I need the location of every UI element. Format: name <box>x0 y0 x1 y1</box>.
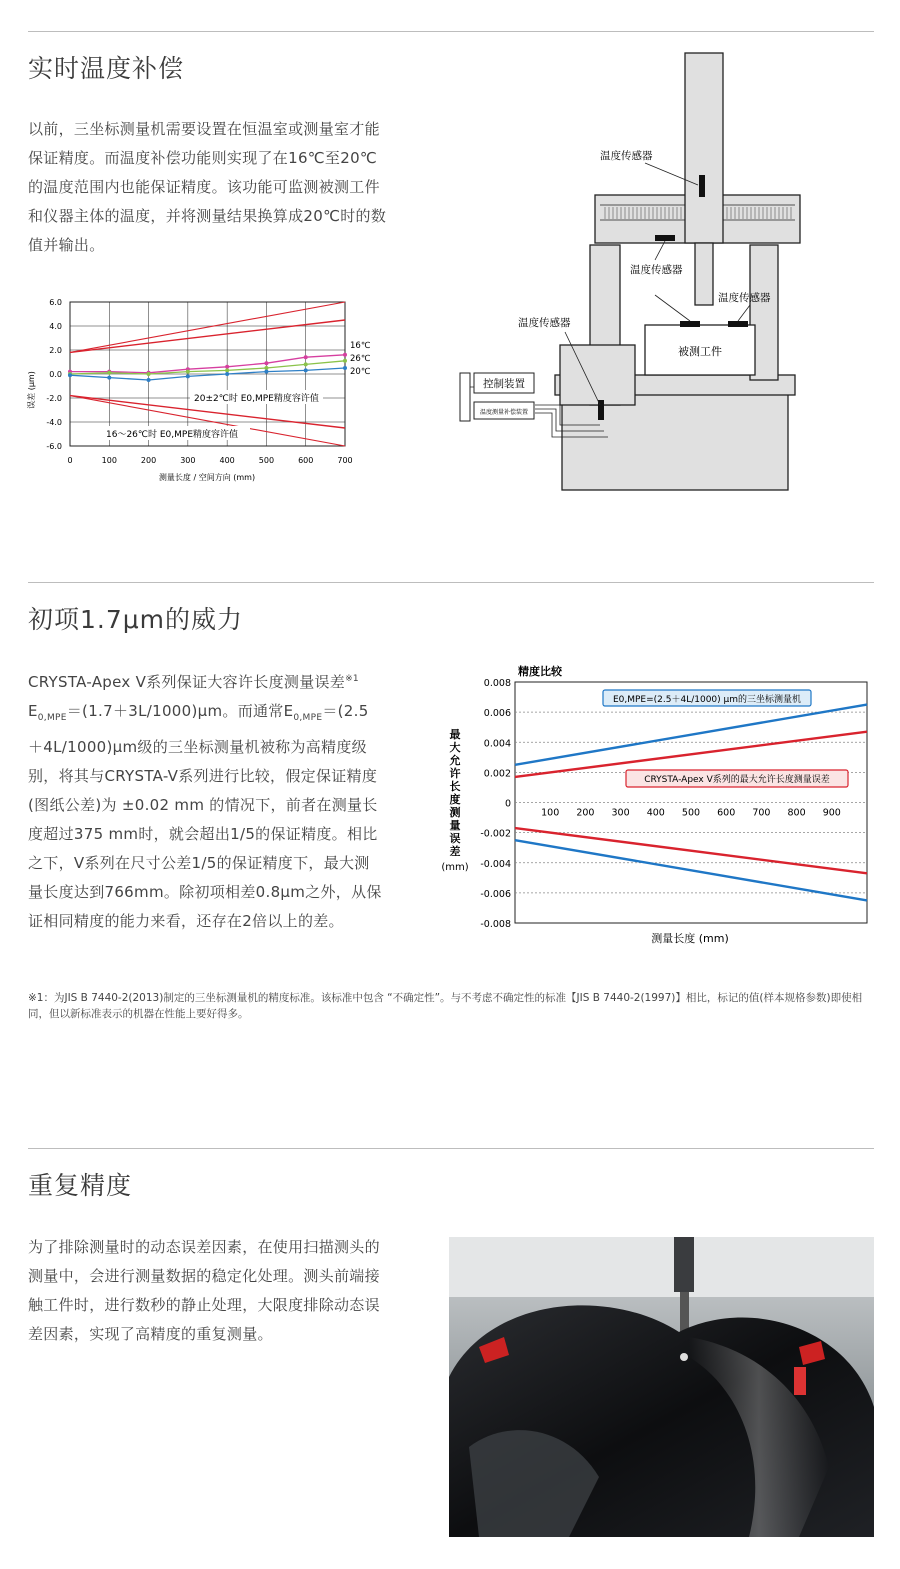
workpiece-label: 被测工件 <box>678 345 722 358</box>
y-tick-label: -0.008 <box>480 919 511 930</box>
y-tick-label: -0.006 <box>480 888 511 900</box>
series-point <box>343 353 347 357</box>
x-tick-label: 100 <box>541 807 560 819</box>
spindle <box>685 53 723 243</box>
y-tick-label: 0 <box>504 798 511 810</box>
controller-label: 控制装置 <box>483 378 525 390</box>
photo-probe-measuring-workpiece <box>449 1237 874 1537</box>
y-axis-label-char: 大 <box>449 741 461 754</box>
temperature-error-chart <box>20 290 371 490</box>
series-point <box>107 371 111 375</box>
series-point <box>264 370 268 374</box>
series-point <box>186 370 190 374</box>
accuracy-comparison-chart <box>440 660 880 950</box>
y-axis-label-char: 许 <box>449 767 461 780</box>
x-tick-label: 700 <box>752 807 771 819</box>
paragraph-repeatability: 为了排除测量时的动态误差因素，在使用扫描测头的测量中，会进行测量数据的稳定化处理。测头前端接触工件时，进行数秒的静止处理，大限度排除动态误差因素，实现了高精度的重复测量。 <box>28 1238 380 1343</box>
y-axis-label-char: 测 <box>449 806 461 819</box>
compensation-unit-label: 温度测量补偿装置 <box>479 409 529 416</box>
x-tick-label: 800 <box>787 807 806 819</box>
x-tick-label: 300 <box>611 807 630 819</box>
y-tick-label: -6.0 <box>46 442 62 451</box>
series-label-20c: 20℃ <box>350 367 371 377</box>
divider-1 <box>28 31 874 32</box>
chart-title: 精度比较 <box>518 665 562 678</box>
y-tick-label: -4.0 <box>46 418 62 427</box>
probe-tip <box>680 1353 688 1361</box>
x-tick-label: 500 <box>258 456 275 465</box>
x-tick-label: 400 <box>219 456 235 465</box>
series-point <box>304 362 308 366</box>
y-axis-label-char: 允 <box>449 754 461 767</box>
paragraph-accuracy: CRYSTA-Apex V系列保证大容许长度测量误差$^{※1}$ $E_{0,MPE}=(1.7+3L/1000)\mu m$。而通常$E_{0,MPE}=(2.5+4L/1000)\mu m$级的三坐标测量机被称为高精度级别，将其与CRYSTA-V系列进行比较，假定保证精度(图纸公差)为 ±0.02 mm 的情况下，前者在测量长度超过375 mm时，就会超出1/5的保证精度。相比之下，V系列在尺寸公差1/5的保证精度下，最大测量长度达到766mm。除初项相差0.8μm之外，从保证相同精度的能力来看，还存在2倍以上的差。 <box>28 673 382 930</box>
y-axis-label <box>450 727 461 858</box>
y-axis-label-char: 差 <box>449 845 461 858</box>
section-title-repeatability: 重复精度 <box>28 1171 133 1200</box>
series-point <box>147 378 151 382</box>
y-tick-label: -2.0 <box>46 394 62 403</box>
x-tick-label: 600 <box>298 456 314 465</box>
x-tick-label: 200 <box>576 807 595 819</box>
x-axis-label: 测量长度 (mm) <box>651 932 729 945</box>
series-point <box>225 365 229 369</box>
spindle-lower <box>695 243 713 305</box>
sensor-label-1: 温度传感器 <box>600 150 653 162</box>
series-point <box>225 372 229 376</box>
series-point <box>304 368 308 372</box>
x-tick-label: 900 <box>822 807 841 819</box>
x-tick-label: 300 <box>180 456 196 465</box>
x-tick-label: 400 <box>646 807 665 819</box>
y-axis-label-char: 度 <box>449 793 461 806</box>
annotation-outer-limit: 16～26℃时 E0,MPE精度容许值 <box>106 430 239 440</box>
divider-2 <box>28 582 874 583</box>
y-tick-label: 0.006 <box>483 708 511 720</box>
series-point <box>264 366 268 370</box>
x-axis-label: 测量长度 / 空间方向 (mm) <box>158 473 256 482</box>
sensor-bridge <box>655 235 675 241</box>
series-label-26c: 26℃ <box>350 354 371 364</box>
y-tick-label: -0.002 <box>480 828 511 840</box>
x-tick-label: 500 <box>681 807 701 819</box>
y-axis-label: 误差 (μm) <box>27 371 36 409</box>
x-tick-label: 700 <box>337 456 353 465</box>
series-point <box>107 376 111 380</box>
annotation-inner-limit: 20±2℃时 E0,MPE精度容许值 <box>194 394 319 404</box>
series-point <box>343 359 347 363</box>
x-tick-label: 600 <box>717 807 736 819</box>
series-point <box>225 368 229 372</box>
paragraph-temperature: 以前，三坐标测量机需要设置在恒温室或测量室才能保证精度。而温度补偿功能则实现了在16℃至20℃的温度范围内也能保证精度。该功能可监测被测工件和仪器主体的温度，并将测量结果换算成20℃时的数值并输出。 <box>28 120 387 254</box>
section-title-temperature: 实时温度补偿 <box>28 54 185 83</box>
sensor-workpiece-b <box>728 321 748 327</box>
x-tick-label: 200 <box>140 456 157 465</box>
y-axis-label-char: 长 <box>449 780 461 793</box>
y-axis-label-char: 量 <box>449 819 461 832</box>
divider-3 <box>28 1148 874 1149</box>
footnote: ※1：为JIS B 7440-2(2013)制定的三坐标测量机的精度标准。该标准中包含 “不确定性”。与不考虑不确定性的标准【JIS B 7440-2(1997)】相比，标记的值(样本规格参数)即使相同，但以新标准表示的机器在性能上要好得多。 <box>28 992 863 1020</box>
sensor-workpiece-a <box>680 321 700 327</box>
sensor-label-3: 温度传感器 <box>718 292 771 304</box>
legend-blue-label: E0,MPE=(2.5＋4L/1000) μm的三坐标测量机 <box>612 695 802 705</box>
x-tick-label: 0 <box>67 456 73 465</box>
y-tick-label: 4.0 <box>49 322 62 331</box>
sensor-label-2: 温度传感器 <box>630 264 683 276</box>
photo-illustration <box>449 1237 874 1537</box>
y-axis-label-char: 误 <box>449 832 461 845</box>
x-tick-label: 100 <box>101 456 117 465</box>
series-point <box>68 373 72 377</box>
left-housing <box>560 345 635 405</box>
y-axis-label-char: 最 <box>449 728 461 741</box>
series-label-16c: 16℃ <box>350 341 371 351</box>
series-point <box>343 366 347 370</box>
legend-red-label: CRYSTA-Apex V系列的最大允许长度测量误差 <box>644 775 830 785</box>
y-tick-label: 0.008 <box>483 678 511 689</box>
series-point <box>264 361 268 365</box>
y-unit: (mm) <box>441 862 469 873</box>
cmm-temperature-sensor-diagram <box>440 45 820 500</box>
sensor-label-4: 温度传感器 <box>518 317 571 329</box>
section-title-accuracy: 初项1.7μm的威力 <box>28 605 244 634</box>
series-point <box>186 374 190 378</box>
y-tick-label: -0.004 <box>480 858 511 870</box>
series-point <box>147 372 151 376</box>
y-tick-label: 0.0 <box>49 370 62 379</box>
series-point <box>304 355 308 359</box>
y-tick-label: 0.002 <box>483 768 511 780</box>
y-tick-label: 2.0 <box>49 346 62 355</box>
y-tick-label: 6.0 <box>49 298 62 307</box>
y-tick-label: 0.004 <box>483 738 511 750</box>
sensor-spindle <box>699 175 705 197</box>
